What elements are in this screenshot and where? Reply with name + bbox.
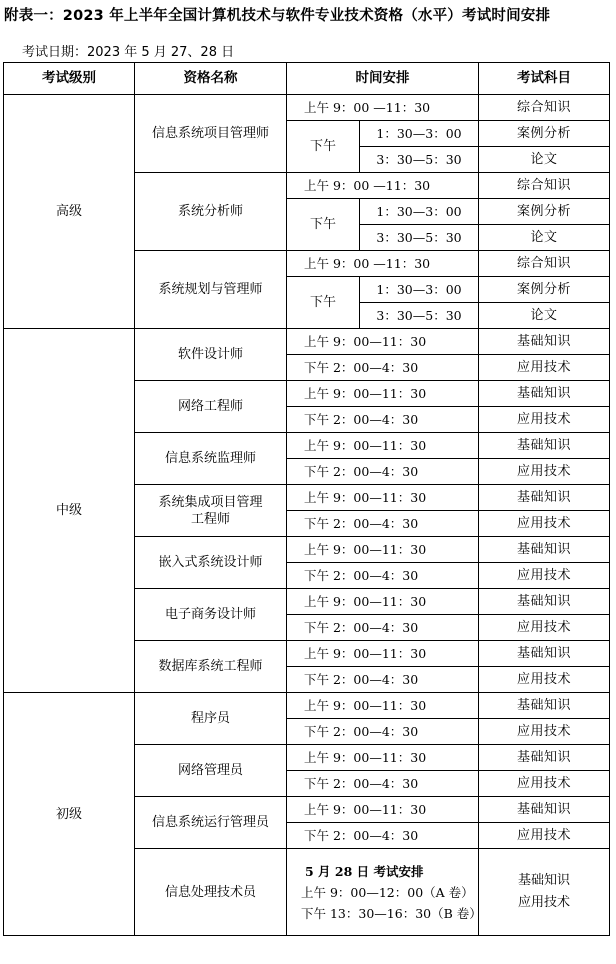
afternoon-label: 下午 [287,199,360,251]
subject: 基础知识 [479,745,610,771]
afternoon-label: 下午 [287,121,360,173]
afternoon-label: 下午 [287,277,360,329]
subject: 综合知识 [479,95,610,121]
time-slot: 下午 2：00—4：30 [287,459,479,485]
page-title: 附表一：2023 年上半年全国计算机技术与软件专业技术资格（水平）考试时间安排 [4,8,551,24]
subject: 论文 [479,147,610,173]
subject-list [479,849,610,936]
subject: 论文 [479,303,610,329]
qualification-name-line: 工程师 [190,511,230,527]
header-subject: 考试科目 [479,63,610,95]
time-slot: 下午 2：00—4：30 [287,355,479,381]
subject: 基础知识 [517,873,570,888]
subject: 应用技术 [479,823,610,849]
subject: 应用技术 [479,459,610,485]
time-slot: 下午 2：00—4：30 [287,771,479,797]
time-slot: 下午 13：30—16：30（B 卷） [301,905,482,921]
subject: 应用技术 [479,719,610,745]
subject: 应用技术 [479,563,610,589]
qualification-name: 网络工程师 [135,381,287,433]
exam-date: 考试日期：2023 年 5 月 27、28 日 [22,45,235,60]
qualification-name: 嵌入式系统设计师 [135,537,287,589]
qualification-name: 信息处理技术员 [135,849,287,936]
qualification-name: 信息系统运行管理员 [135,797,287,849]
qualification-name: 数据库系统工程师 [135,641,287,693]
subject: 综合知识 [479,251,610,277]
header-qualification: 资格名称 [135,63,287,95]
subject: 应用技术 [479,355,610,381]
time-slot: 上午 9：00—11：30 [287,433,479,459]
time-slot: 上午 9：00—11：30 [287,485,479,511]
subject: 基础知识 [479,433,610,459]
subject: 应用技术 [479,615,610,641]
time-slot: 3：30—5：30 [360,147,479,173]
time-slot: 下午 2：00—4：30 [287,719,479,745]
qualification-name [135,485,287,537]
time-slot: 下午 2：00—4：30 [287,615,479,641]
subject: 案例分析 [479,199,610,225]
special-schedule [287,849,482,936]
subject: 基础知识 [479,589,610,615]
level-advanced: 高级 [4,95,135,329]
subject: 应用技术 [479,511,610,537]
table-row [4,95,610,121]
subject: 应用技术 [517,895,570,910]
qualification-name: 信息系统项目管理师 [135,95,287,173]
time-slot: 下午 2：00—4：30 [287,823,479,849]
subject: 基础知识 [479,797,610,823]
time-slot: 上午 9：00—11：30 [287,693,479,719]
subject: 论文 [479,225,610,251]
qualification-name: 程序员 [135,693,287,745]
header-level: 考试级别 [4,63,135,95]
subject: 综合知识 [479,173,610,199]
subject: 基础知识 [479,693,610,719]
time-slot: 上午 9：00—11：30 [287,329,479,355]
time-slot: 上午 9：00 —11：30 [287,173,479,199]
qualification-name: 电子商务设计师 [135,589,287,641]
subject: 应用技术 [479,407,610,433]
qualification-name: 网络管理员 [135,745,287,797]
header-row [4,63,610,95]
time-slot: 1：30—3：00 [360,199,479,225]
time-slot: 3：30—5：30 [360,303,479,329]
time-slot: 上午 9：00—12：00（A 卷） [301,884,474,900]
time-slot: 下午 2：00—4：30 [287,667,479,693]
qualification-name: 系统分析师 [135,173,287,251]
subject: 基础知识 [479,537,610,563]
table-row [4,329,610,355]
time-slot: 下午 2：00—4：30 [287,407,479,433]
level-intermediate: 中级 [4,329,135,693]
subject: 案例分析 [479,121,610,147]
time-slot: 下午 2：00—4：30 [287,511,479,537]
subject: 基础知识 [479,381,610,407]
special-schedule-header: 5 月 28 日 考试安排 [305,863,424,879]
level-junior: 初级 [4,693,135,936]
subject: 基础知识 [479,641,610,667]
time-slot: 上午 9：00—11：30 [287,589,479,615]
time-slot: 上午 9：00 —11：30 [287,251,479,277]
qualification-name: 信息系统监理师 [135,433,287,485]
time-slot: 上午 9：00 —11：30 [287,95,479,121]
time-slot: 1：30—3：00 [360,121,479,147]
time-slot: 上午 9：00—11：30 [287,641,479,667]
qualification-name-line: 系统集成项目管理 [158,494,263,510]
time-slot: 上午 9：00—11：30 [287,381,479,407]
subject: 应用技术 [479,667,610,693]
subject: 案例分析 [479,277,610,303]
header-schedule: 时间安排 [287,63,479,95]
time-slot: 下午 2：00—4：30 [287,563,479,589]
time-slot: 上午 9：00—11：30 [287,537,479,563]
time-slot: 上午 9：00—11：30 [287,745,479,771]
time-slot: 3：30—5：30 [360,225,479,251]
qualification-name: 软件设计师 [135,329,287,381]
subject: 基础知识 [479,485,610,511]
time-slot: 上午 9：00—11：30 [287,797,479,823]
subject: 应用技术 [479,771,610,797]
subject: 基础知识 [479,329,610,355]
schedule-table [3,62,610,936]
qualification-name: 系统规划与管理师 [135,251,287,329]
time-slot: 1：30—3：00 [360,277,479,303]
table-row [4,693,610,719]
